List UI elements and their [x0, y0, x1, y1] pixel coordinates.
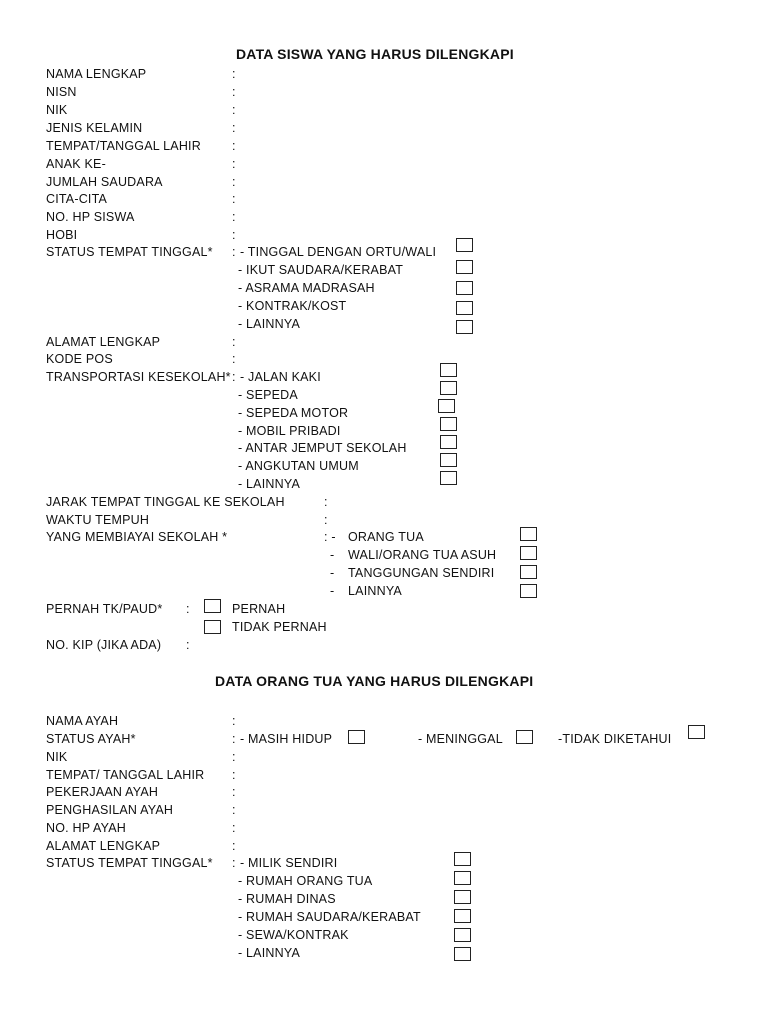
checkbox-masih-hidup[interactable] — [348, 730, 365, 744]
colon-dash: : - — [324, 530, 336, 544]
title-siswa: DATA SISWA YANG HARUS DILENGKAPI — [236, 46, 514, 62]
checkbox-rumah-dinas[interactable] — [454, 890, 471, 904]
colon: : — [232, 803, 236, 817]
option-lainnya: LAINNYA — [348, 584, 402, 598]
option-sepeda: - SEPEDA — [238, 388, 298, 402]
dash: - — [330, 566, 335, 580]
checkbox-sendiri[interactable] — [520, 565, 537, 579]
label-ttl-ayah: TEMPAT/ TANGGAL LAHIR — [46, 768, 205, 782]
checkbox-rumah-ortu[interactable] — [454, 871, 471, 885]
checkbox-tinggal-ortu[interactable] — [456, 238, 473, 252]
option-tinggal-ortu: - TINGGAL DENGAN ORTU/WALI — [240, 245, 437, 259]
option-asrama: - ASRAMA MADRASAH — [238, 281, 375, 295]
colon: : — [186, 638, 190, 652]
label-hobi: HOBI — [46, 228, 78, 242]
colon: : — [232, 839, 236, 853]
checkbox-wali[interactable] — [520, 546, 537, 560]
dash: - — [330, 548, 335, 562]
colon: : — [232, 228, 236, 242]
option-tidak-pernah: TIDAK PERNAH — [232, 620, 327, 634]
colon: : — [324, 513, 328, 527]
checkbox-lainnya[interactable] — [440, 471, 457, 485]
label-nama-lengkap: NAMA LENGKAP — [46, 67, 147, 81]
label-pembiaya: YANG MEMBIAYAI SEKOLAH * — [46, 530, 228, 544]
colon: : — [232, 750, 236, 764]
option-rumah-saudara: - RUMAH SAUDARA/KERABAT — [238, 910, 421, 924]
option-meninggal: - MENINGGAL — [418, 732, 503, 746]
checkbox-milik-sendiri[interactable] — [454, 852, 471, 866]
checkbox-lainnya[interactable] — [454, 947, 471, 961]
option-rumah-dinas: - RUMAH DINAS — [238, 892, 336, 906]
checkbox-lainnya[interactable] — [456, 320, 473, 334]
colon: : — [232, 103, 236, 117]
colon: : — [232, 856, 236, 870]
colon: : — [232, 714, 236, 728]
colon: : — [232, 785, 236, 799]
checkbox-angkutan[interactable] — [440, 453, 457, 467]
option-lainnya: - LAINNYA — [238, 317, 300, 331]
dash: - — [330, 584, 335, 598]
option-sepeda-motor: - SEPEDA MOTOR — [238, 406, 349, 420]
label-penghasilan: PENGHASILAN AYAH — [46, 803, 174, 817]
option-mobil: - MOBIL PRIBADI — [238, 424, 341, 438]
option-antar-jemput: - ANTAR JEMPUT SEKOLAH — [238, 441, 407, 455]
checkbox-sewa[interactable] — [454, 928, 471, 942]
label-status-ayah: STATUS AYAH* — [46, 732, 136, 746]
option-lainnya: - LAINNYA — [238, 477, 300, 491]
colon: : — [232, 821, 236, 835]
checkbox-orang-tua[interactable] — [520, 527, 537, 541]
colon: : — [232, 157, 236, 171]
option-milik-sendiri: - MILIK SENDIRI — [240, 856, 338, 870]
checkbox-antar-jemput[interactable] — [440, 435, 457, 449]
checkbox-mobil[interactable] — [440, 417, 457, 431]
colon: : — [232, 67, 236, 81]
colon: : — [186, 602, 190, 616]
colon: : — [232, 370, 236, 384]
option-angkutan: - ANGKUTAN UMUM — [238, 459, 359, 473]
checkbox-tidak-pernah[interactable] — [204, 620, 221, 634]
label-jarak: JARAK TEMPAT TINGGAL KE SEKOLAH — [46, 495, 285, 509]
checkbox-sepeda-motor[interactable] — [438, 399, 455, 413]
label-waktu: WAKTU TEMPUH — [46, 513, 150, 527]
label-jenis-kelamin: JENIS KELAMIN — [46, 121, 143, 135]
label-nik: NIK — [46, 103, 68, 117]
checkbox-pernah[interactable] — [204, 599, 221, 613]
colon: : — [232, 245, 236, 259]
option-tidak-diketahui: -TIDAK DIKETAHUI — [558, 732, 672, 746]
checkbox-tidak-diketahui[interactable] — [688, 725, 705, 739]
option-jalan-kaki: - JALAN KAKI — [240, 370, 321, 384]
label-anak-ke: ANAK KE- — [46, 157, 106, 171]
label-alamat-ayah: ALAMAT LENGKAP — [46, 839, 161, 853]
option-wali: WALI/ORANG TUA ASUH — [348, 548, 497, 562]
checkbox-sepeda[interactable] — [440, 381, 457, 395]
colon: : — [232, 210, 236, 224]
checkbox-rumah-saudara[interactable] — [454, 909, 471, 923]
colon: : — [232, 335, 236, 349]
option-pernah: PERNAH — [232, 602, 286, 616]
option-ikut-saudara: - IKUT SAUDARA/KERABAT — [238, 263, 404, 277]
colon: : — [232, 85, 236, 99]
label-kode-pos: KODE POS — [46, 352, 113, 366]
option-masih-hidup: - MASIH HIDUP — [240, 732, 333, 746]
option-sendiri: TANGGUNGAN SENDIRI — [348, 566, 495, 580]
label-alamat: ALAMAT LENGKAP — [46, 335, 161, 349]
label-nisn: NISN — [46, 85, 77, 99]
label-hp-siswa: NO. HP SISWA — [46, 210, 135, 224]
label-status-tinggal: STATUS TEMPAT TINGGAL* — [46, 245, 213, 259]
colon: : — [232, 768, 236, 782]
label-hp-ayah: NO. HP AYAH — [46, 821, 127, 835]
colon: : — [232, 121, 236, 135]
label-status-tinggal-ayah: STATUS TEMPAT TINGGAL* — [46, 856, 213, 870]
option-lainnya: - LAINNYA — [238, 946, 300, 960]
label-nik-ayah: NIK — [46, 750, 68, 764]
checkbox-ikut-saudara[interactable] — [456, 260, 473, 274]
option-kontrak: - KONTRAK/KOST — [238, 299, 347, 313]
option-orang-tua: ORANG TUA — [348, 530, 424, 544]
label-tk-paud: PERNAH TK/PAUD* — [46, 602, 163, 616]
checkbox-meninggal[interactable] — [516, 730, 533, 744]
checkbox-kontrak[interactable] — [456, 301, 473, 315]
label-nama-ayah: NAMA AYAH — [46, 714, 119, 728]
checkbox-jalan-kaki[interactable] — [440, 363, 457, 377]
checkbox-asrama[interactable] — [456, 281, 473, 295]
option-rumah-ortu: - RUMAH ORANG TUA — [238, 874, 373, 888]
label-pekerjaan: PEKERJAAN AYAH — [46, 785, 159, 799]
label-jumlah-saudara: JUMLAH SAUDARA — [46, 175, 163, 189]
colon: : — [232, 139, 236, 153]
label-transportasi: TRANSPORTASI KESEKOLAH* — [46, 370, 231, 384]
label-kip: NO. KIP (JIKA ADA) — [46, 638, 162, 652]
colon: : — [232, 352, 236, 366]
colon: : — [232, 192, 236, 206]
option-sewa: - SEWA/KONTRAK — [238, 928, 349, 942]
colon: : — [232, 175, 236, 189]
colon: : — [232, 732, 236, 746]
label-ttl: TEMPAT/TANGGAL LAHIR — [46, 139, 201, 153]
label-cita-cita: CITA-CITA — [46, 192, 108, 206]
colon: : — [324, 495, 328, 509]
checkbox-lainnya[interactable] — [520, 584, 537, 598]
title-ortu: DATA ORANG TUA YANG HARUS DILENGKAPI — [215, 673, 534, 689]
